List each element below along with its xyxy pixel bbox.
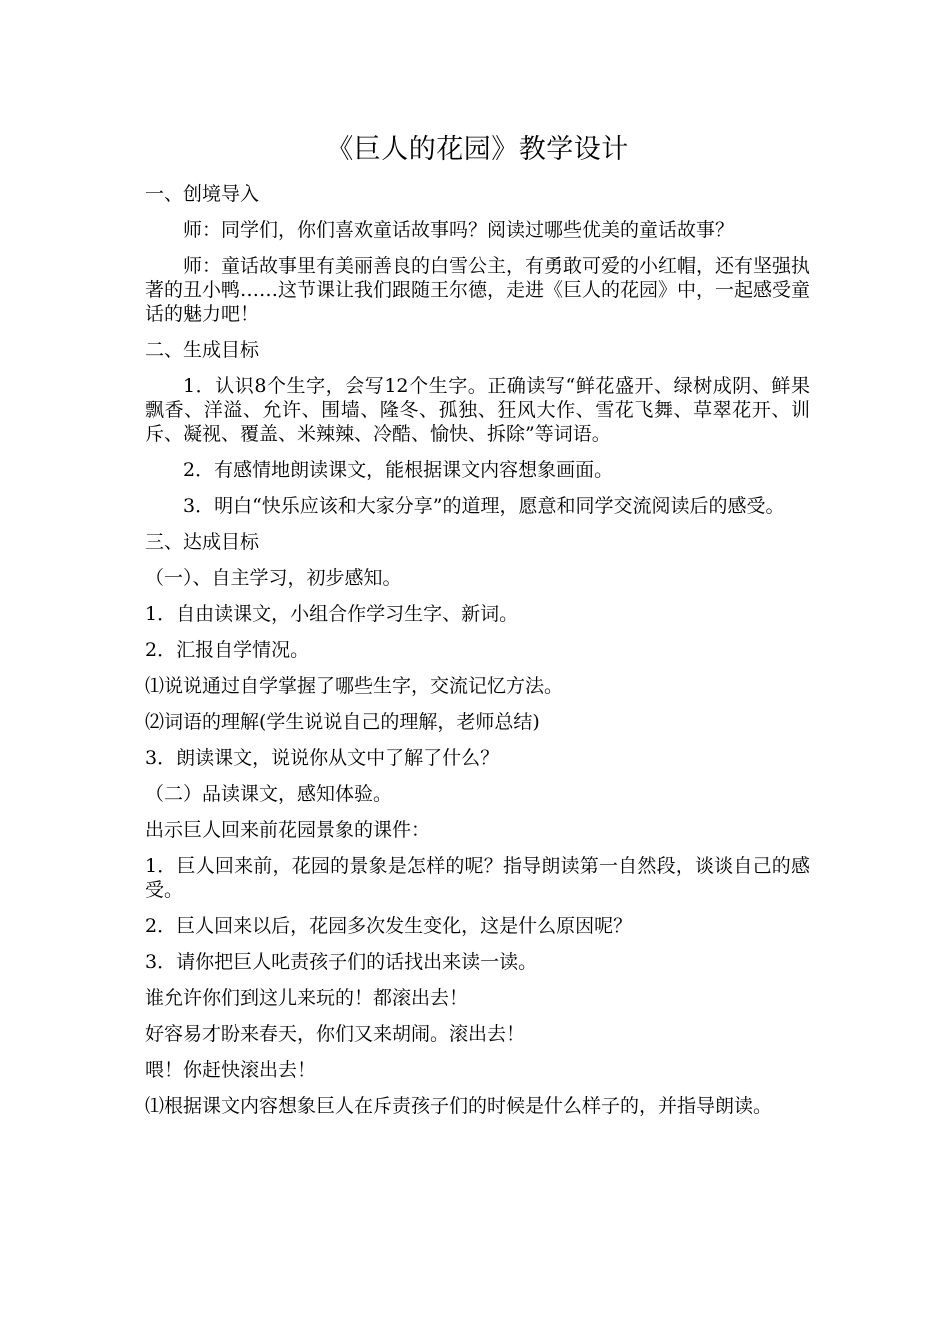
paragraph: （一）、自主学习，初步感知。	[145, 567, 402, 589]
document-body	[145, 182, 810, 1118]
paragraph: 三、达成目标	[145, 531, 260, 553]
paragraph: 谁允许你们到这儿来玩的！都滚出去！	[145, 987, 469, 1009]
paragraph: 2．有感情地朗读课文，能根据课文内容想象画面。	[183, 459, 614, 481]
paragraph: ⑴根据课文内容想象巨人在斥责孩子们的时候是什么样子的，并指导朗读。	[145, 1095, 773, 1117]
paragraph: 出示巨人回来前花园景象的课件：	[145, 819, 431, 841]
paragraph: ⑴说说通过自学掌握了哪些生字，交流记忆方法。	[145, 675, 564, 697]
paragraph: 1．自由读课文，小组合作学习生字、新词。	[145, 603, 519, 625]
paragraph: 一、创境导入	[145, 183, 260, 205]
paragraph: 师：童话故事里有美丽善良的白雪公主，有勇敢可爱的小红帽，还有坚强执著的丑小鸭……这节课让我们跟随王尔德，走进《巨人的花园》中，一起感受童话的魅力吧！	[145, 255, 811, 325]
paragraph: 师：同学们，你们喜欢童话故事吗？阅读过哪些优美的童话故事？	[183, 219, 735, 241]
paragraph: 2．巨人回来以后，花园多次发生变化，这是什么原因呢？	[145, 915, 633, 937]
paragraph: 3．朗读课文，说说你从文中了解了什么？	[145, 747, 500, 769]
document-title: 《巨人的花园》教学设计	[326, 134, 629, 165]
paragraph: 1．认识8个生字，会写12个生字。正确读写“鲜花盛开、绿树成阴、鲜果飘香、洋溢、允许、围墙、隆冬、孤独、狂风大作、雪花飞舞、草翠花开、训斥、凝视、覆盖、米辣辣、冷酷、愉快、拆除”等词语。	[145, 375, 810, 445]
paragraph: 1．巨人回来前，花园的景象是怎样的呢？指导朗读第一自然段，谈谈自己的感受。	[145, 855, 810, 901]
paragraph: （二）品读课文，感知体验。	[145, 783, 393, 805]
paragraph: 好容易才盼来春天，你们又来胡闹。滚出去！	[145, 1023, 526, 1045]
paragraph: ⑵词语的理解(学生说说自己的理解，老师总结)	[145, 711, 540, 733]
paragraph: 二、生成目标	[145, 339, 260, 361]
document-page	[145, 132, 810, 1130]
paragraph: 3．请你把巨人叱责孩子们的话找出来读一读。	[145, 951, 538, 973]
paragraph: 喂！你赶快滚出去！	[145, 1059, 317, 1081]
paragraph: 2．汇报自学情况。	[145, 639, 310, 661]
paragraph: 3．明白“快乐应该和大家分享”的道理，愿意和同学交流阅读后的感受。	[183, 495, 785, 517]
